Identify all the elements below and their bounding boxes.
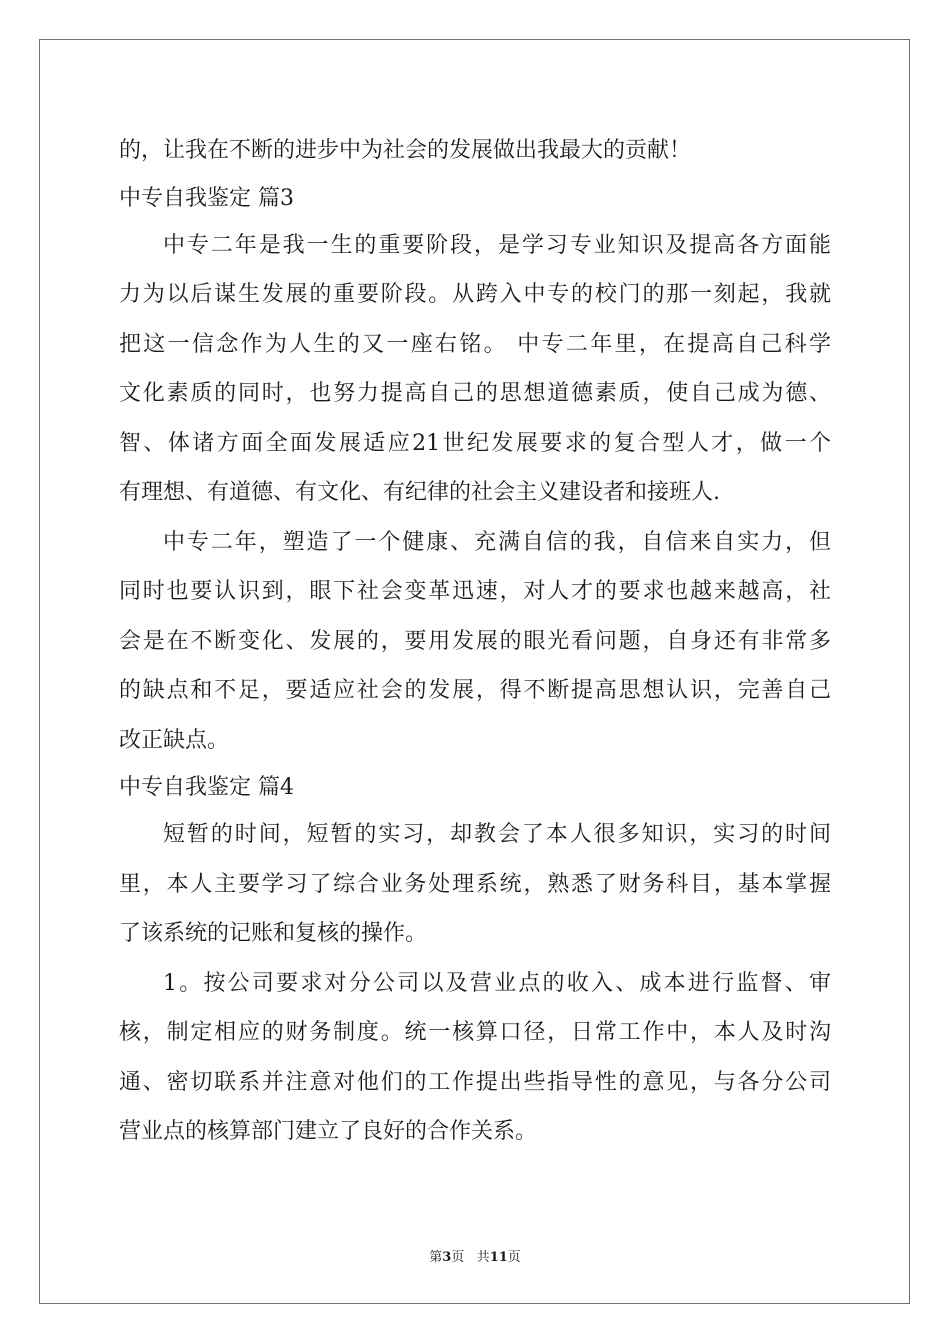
text-line: 文化素质的同时，也努力提高自己的思想道德素质，使自己成为德、 (119, 381, 831, 406)
footer-total-prefix: 共 (476, 1250, 490, 1265)
text-line: 中专二年，塑造了一个健康、充满自信的我，自信来自实力，但 (163, 529, 831, 555)
text-line: 通、密切联系并注意对他们的工作提出些指导性的意见，与各分公司 (119, 1069, 831, 1095)
text-line: 改正缺点。 (119, 727, 230, 753)
text-line: 会是在不断变化、发展的，要用发展的眼光看问题，自身还有非常多 (119, 628, 831, 654)
text-line: 营业点的核算部门建立了良好的合作关系。 (119, 1119, 538, 1144)
text-line: 力为以后谋生发展的重要阶段。从跨入中专的校门的那一刻起，我就 (119, 282, 831, 307)
footer-page-total: 11 (489, 1250, 508, 1265)
document-body (119, 126, 831, 1157)
text-line: 智、体诸方面全面发展适应21世纪发展要求的复合型人才，做一个 (119, 430, 831, 456)
text-line: 的，让我在不断的进步中为社会的发展做出我最大的贡献！ (119, 138, 692, 163)
text-line: 1。按公司要求对分公司以及营业点的收入、成本进行监督、审 (163, 970, 831, 996)
text-line: 的缺点和不足，要适应社会的发展，得不断提高思想认识，完善自己 (119, 678, 831, 703)
footer-page-unit: 页 (451, 1250, 465, 1265)
text-line: 短暂的时间，短暂的实习，却教会了本人很多知识，实习的时间 (163, 822, 831, 847)
page-footer (0, 1246, 950, 1265)
section-heading: 中专自我鉴定 篇3 (119, 185, 294, 211)
text-line: 有理想、有道德、有文化、有纪律的社会主义建设者和接班人. (119, 480, 720, 505)
text-line: 同时也要认识到，眼下社会变革迅速，对人才的要求也越来越高，社 (119, 579, 831, 604)
footer-page-current: 3 (442, 1250, 452, 1265)
section-heading: 中专自我鉴定 篇4 (119, 775, 294, 800)
footer-page-prefix: 第 (429, 1250, 443, 1265)
text-line: 了该系统的记账和复核的操作。 (119, 921, 428, 946)
text-line: 里，本人主要学习了综合业务处理系统，熟悉了财务科目，基本掌握 (119, 871, 831, 897)
text-line: 中专二年是我一生的重要阶段，是学习专业知识及提高各方面能 (163, 232, 831, 258)
footer-total-unit: 页 (507, 1250, 521, 1265)
text-line: 把这一信念作为人生的又一座右铭。 中专二年里，在提高自己科学 (119, 331, 831, 357)
text-line: 核，制定相应的财务制度。统一核算口径，日常工作中，本人及时沟 (119, 1020, 831, 1045)
